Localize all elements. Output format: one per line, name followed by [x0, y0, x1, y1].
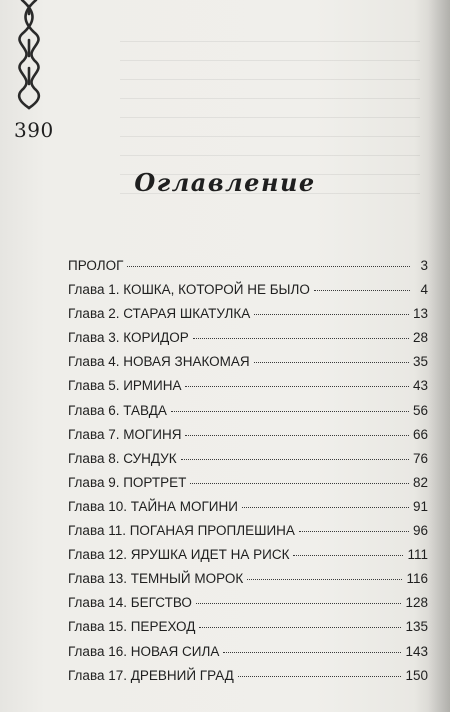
dot-leader: [314, 290, 410, 291]
toc-entry-label: Глава 16. НОВАЯ СИЛА: [68, 643, 220, 659]
dot-leader: [238, 676, 402, 677]
toc-entry-page: 116: [406, 571, 428, 587]
dot-leader: [196, 603, 402, 604]
toc-entry-label: Глава 14. БЕГСТВО: [68, 595, 192, 611]
toc-entry-label: Глава 4. НОВАЯ ЗНАКОМАЯ: [68, 354, 250, 370]
dot-leader: [254, 314, 409, 315]
toc-entry-label: Глава 11. ПОГАНАЯ ПРОПЛЕШИНА: [68, 523, 295, 539]
celtic-knot-ornament-icon: [14, 0, 44, 110]
toc-entry-label: Глава 1. КОШКА, КОТОРОЙ НЕ БЫЛО: [68, 282, 310, 298]
toc-entry-label: Глава 12. ЯРУШКА ИДЕТ НА РИСК: [68, 547, 290, 563]
dot-leader: [293, 555, 403, 556]
dot-leader: [299, 531, 409, 532]
spine-shadow: [428, 0, 450, 712]
page-number: 390: [14, 118, 54, 142]
toc-entry-chapter-2[interactable]: [68, 306, 428, 330]
toc-entry-chapter-16[interactable]: [68, 644, 428, 668]
toc-entry-page: 13: [412, 306, 428, 322]
toc-entry-label: Глава 7. МОГИНЯ: [68, 426, 182, 442]
dot-leader: [242, 507, 409, 508]
toc-entry-page: 135: [405, 619, 428, 635]
toc-entry-page: 3: [420, 258, 428, 273]
toc-entry-label: Глава 17. ДРЕВНИЙ ГРАД: [68, 667, 234, 683]
toc-entry-page: 43: [412, 378, 428, 394]
toc-entry-chapter-3[interactable]: [68, 330, 428, 354]
toc-entry-page: 111: [407, 547, 428, 563]
toc-entry-label: Глава 5. ИРМИНА: [68, 378, 182, 394]
dot-leader: [254, 362, 409, 363]
toc-entry-chapter-1[interactable]: [68, 282, 428, 306]
dot-leader: [127, 266, 410, 267]
toc-entry-chapter-17[interactable]: [68, 668, 428, 692]
toc-entry-chapter-5[interactable]: [68, 378, 428, 402]
toc-entry-label: Глава 6. ТАВДА: [68, 402, 167, 418]
dot-leader: [223, 652, 401, 653]
toc-entry-chapter-14[interactable]: [68, 595, 428, 619]
dot-leader: [171, 411, 409, 412]
toc-entry-chapter-13[interactable]: [68, 571, 428, 595]
toc-entry-chapter-9[interactable]: [68, 475, 428, 499]
toc-entry-label: Глава 3. КОРИДОР: [68, 330, 189, 346]
toc-entry-label: Глава 9. ПОРТРЕТ: [68, 474, 187, 490]
dot-leader: [247, 579, 402, 580]
toc-entry-page: 143: [405, 643, 428, 659]
toc-entry-label: ПРОЛОГ: [68, 258, 124, 273]
toc-entry-page: 91: [412, 498, 428, 514]
dot-leader: [190, 483, 409, 484]
toc-entry-label: Глава 8. СУНДУК: [68, 450, 177, 466]
toc-entry-label: Глава 15. ПЕРЕХОД: [68, 619, 196, 635]
toc-entry-chapter-7[interactable]: [68, 427, 428, 451]
toc-entry-page: 56: [412, 402, 428, 418]
toc-entry-chapter-6[interactable]: [68, 403, 428, 427]
toc-entry-chapter-10[interactable]: [68, 499, 428, 523]
toc-entry-chapter-4[interactable]: [68, 354, 428, 378]
toc-entry-prologue[interactable]: [68, 258, 428, 282]
toc-entry-label: Глава 10. ТАЙНА МОГИНИ: [68, 498, 238, 514]
toc-entry-chapter-15[interactable]: [68, 619, 428, 643]
toc-entry-page: 96: [412, 523, 428, 539]
toc-entry-page: 150: [405, 667, 428, 683]
toc-entry-page: 28: [412, 330, 428, 346]
dot-leader: [185, 386, 408, 387]
dot-leader: [193, 338, 409, 339]
toc-entry-label: Глава 13. ТЕМНЫЙ МОРОК: [68, 571, 244, 587]
dot-leader: [185, 435, 408, 436]
toc-entry-page: 4: [420, 282, 428, 298]
toc-entry-chapter-11[interactable]: [68, 523, 428, 547]
page-title: Оглавление: [134, 168, 316, 197]
toc-entry-page: 66: [412, 426, 428, 442]
toc-entry-page: 76: [412, 450, 428, 466]
toc-entry-page: 128: [405, 595, 428, 611]
dot-leader: [181, 459, 409, 460]
toc-entry-chapter-8[interactable]: [68, 451, 428, 475]
toc-entry-page: 82: [412, 474, 428, 490]
dot-leader: [199, 627, 401, 628]
table-of-contents: [68, 258, 428, 692]
toc-entry-chapter-12[interactable]: [68, 547, 428, 571]
toc-entry-label: Глава 2. СТАРАЯ ШКАТУЛКА: [68, 306, 251, 322]
toc-entry-page: 35: [412, 354, 428, 370]
